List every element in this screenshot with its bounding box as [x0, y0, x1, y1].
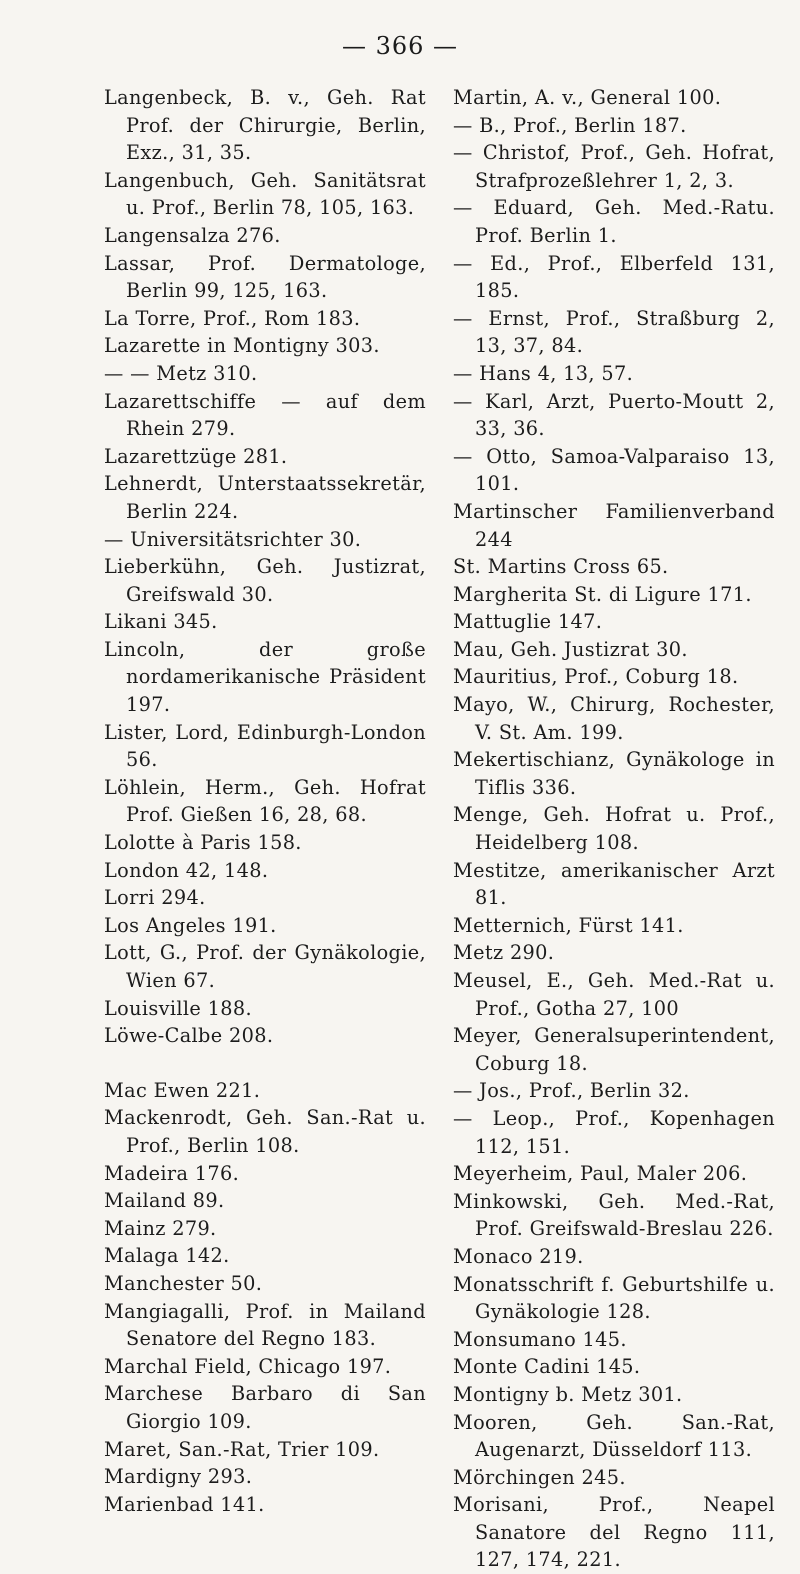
index-entry: Menge, Geh. Hofrat u. Prof., Heidelberg 108.: [453, 803, 775, 855]
index-entry: Morisani, Prof., Neapel Sanatore del Regno 111, 127, 174, 221.: [453, 1493, 775, 1572]
index-entry: Marchal Field, Chicago 197.: [104, 1354, 392, 1378]
index-entry: Mardigny 293.: [104, 1465, 253, 1489]
index-entry: Manchester 50.: [104, 1271, 263, 1295]
index-entry: Monatsschrift f. Geburtshilfe u. Gynäkologie 128.: [453, 1272, 775, 1324]
index-entry: Metternich, Fürst 141.: [453, 913, 684, 937]
index-entry: — Universitätsrichter 30.: [104, 527, 362, 551]
index-entry: Mau, Geh. Justizrat 30.: [453, 637, 688, 661]
index-entry: — Eduard, Geh. Med.-Ratu. Prof. Berlin 1.: [453, 196, 775, 247]
index-entry: Lehnerdt, Unterstaatssekretär, Berlin 224.: [104, 472, 426, 523]
index-entry: Löwe-Calbe 208.: [104, 1024, 274, 1048]
index-entry: Mekertischianz, Gynäkologe in Tiflis 336.: [453, 748, 775, 799]
index-column-right: [453, 84, 775, 1574]
index-entry: Lazarettzüge 281.: [104, 444, 288, 468]
index-entry: Lieberkühn, Geh. Justizrat, Greifswald 30.: [104, 555, 426, 606]
index-entry: Mayo, W., Chirurg, Rochester, V. St. Am. 199.: [453, 693, 775, 744]
index-entry: Monsumano 145.: [453, 1327, 627, 1351]
index-entry: Mooren, Geh. San.-Rat, Augenarzt, Düsseldorf 113.: [453, 1410, 775, 1462]
index-entry: — Jos., Prof., Berlin 32.: [453, 1079, 690, 1103]
index-entry: Mainz 279.: [104, 1216, 217, 1240]
index-entry: Langensalza 276.: [104, 223, 281, 247]
index-entry: — Ed., Prof., Elberfeld 131, 185.: [453, 251, 775, 303]
index-entry: Madeira 176.: [104, 1161, 240, 1185]
index-entry: Margherita St. di Ligure 171.: [453, 582, 752, 606]
index-entry: Marchese Barbaro di San Giorgio 109.: [104, 1382, 426, 1433]
index-entry: Mangiagalli, Prof. in Mailand Senatore del Regno 183.: [104, 1299, 426, 1351]
index-entry: Martin, A. v., General 100.: [453, 86, 722, 109]
index-entry: Lorri 294.: [104, 886, 206, 910]
index-entry: Mackenrodt, Geh. San.-Rat u. Prof., Berlin 108.: [104, 1106, 426, 1157]
index-entry: Marienbad 141.: [104, 1492, 265, 1516]
index-entry: Meusel, E., Geh. Med.-Rat u. Prof., Gotha 27, 100: [453, 969, 775, 1020]
index-entry: Likani 345.: [104, 610, 218, 634]
index-entry: Lott, G., Prof. der Gynäkologie, Wien 67.: [104, 941, 426, 992]
index-entry: Montigny b. Metz 301.: [453, 1382, 683, 1406]
index-entry: — Karl, Arzt, Puerto-Moutt 2, 33, 36.: [453, 389, 775, 441]
index-entry: Meyerheim, Paul, Maler 206.: [453, 1162, 748, 1186]
index-entry: — Hans 4, 13, 57.: [453, 361, 634, 385]
index-entry: London 42, 148.: [104, 858, 269, 882]
index-entry: Lincoln, der große nordamerikanische Präsident 197.: [104, 637, 426, 717]
index-entry: — — Metz 310.: [104, 361, 258, 385]
index-entry: Mauritius, Prof., Coburg 18.: [453, 665, 739, 689]
index-entry: Lazarette in Montigny 303.: [104, 334, 380, 358]
index-entry: Mailand 89.: [104, 1189, 225, 1213]
index-entry: Mac Ewen 221.: [104, 1078, 261, 1102]
index-entry: Löhlein, Herm., Geh. Hofrat Prof. Gießen 16, 28, 68.: [104, 775, 426, 827]
index-entry: Minkowski, Geh. Med.-Rat, Prof. Greifswald-Breslau 226.: [453, 1189, 775, 1241]
index-entry: — Ernst, Prof., Straßburg 2, 13, 37, 84.: [453, 306, 775, 358]
index-entry: Lassar, Prof. Dermatologe, Berlin 99, 125, 163.: [104, 251, 426, 303]
index-entry: Malaga 142.: [104, 1244, 230, 1268]
index-entry: Monte Cadini 145.: [453, 1355, 641, 1379]
index-entry: Lolotte à Paris 158.: [104, 831, 302, 855]
index-entry: Mattuglie 147.: [453, 610, 603, 634]
index-entry: — Leop., Prof., Kopenhagen 112, 151.: [453, 1106, 775, 1158]
index-entry: — B., Prof., Berlin 187.: [453, 113, 687, 137]
index-entry: — Christof, Prof., Geh. Hofrat, Strafprozeßlehrer 1, 2, 3.: [453, 141, 775, 192]
index-entry: — Otto, Samoa-Valparaiso 13, 101.: [453, 444, 775, 496]
index-entry: Meyer, Generalsuperintendent, Coburg 18.: [453, 1024, 775, 1075]
index-entry: Metz 290.: [453, 941, 555, 965]
index-entry: St. Martins Cross 65.: [453, 555, 669, 579]
index-entry: Langenbuch, Geh. Sanitätsrat u. Prof., Berlin 78, 105, 163.: [104, 168, 426, 220]
index-entry: Mestitze, amerikanischer Arzt 81.: [453, 858, 775, 910]
index-entry: Mörchingen 245.: [453, 1465, 626, 1489]
index-column-left: [104, 84, 426, 1518]
index-entry: Lazarettschiffe — auf dem Rhein 279.: [104, 389, 426, 441]
index-entry: Langenbeck, B. v., Geh. Rat Prof. der Chirurgie, Berlin, Exz., 31, 35.: [104, 86, 426, 165]
index-entry: Martinscher Familienverband 244: [453, 499, 775, 551]
index-entry: Lister, Lord, Edinburgh-London 56.: [104, 720, 426, 772]
index-entry: Los Angeles 191.: [104, 913, 277, 937]
index-entry: Maret, San.-Rat, Trier 109.: [104, 1437, 380, 1461]
index-entry: Monaco 219.: [453, 1244, 584, 1268]
page-number: — 366 —: [341, 32, 459, 60]
index-entry: Louisville 188.: [104, 996, 253, 1020]
index-entry: La Torre, Prof., Rom 183.: [104, 306, 361, 330]
